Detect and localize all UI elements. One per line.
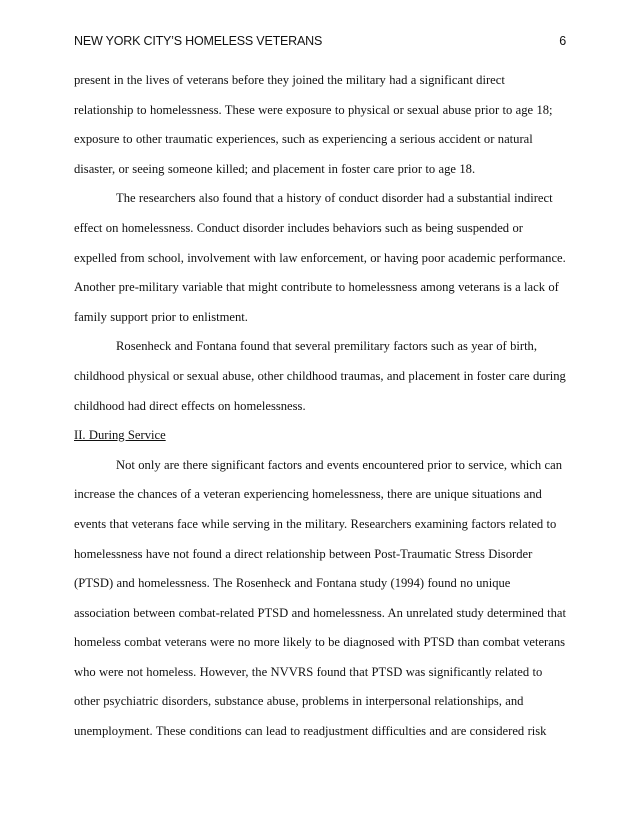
section-heading-text: II. During Service bbox=[74, 428, 166, 443]
page-number: 6 bbox=[559, 34, 566, 48]
paragraph-continuation: present in the lives of veterans before they joined the military had a significant direct relationship to homelessness. These were exposure to physical or sexual abuse prior to age 18; exposure to other traumatic experiences, such as experiencing a serious accident or natural disaster, or seeing someone killed; and placement in foster care prior to age 18. bbox=[74, 73, 553, 176]
paragraph-premilitary-factors: Rosenheck and Fontana found that several premilitary factors such as year of birth, childhood physical or sexual abuse, other childhood traumas, and placement in foster care during childhood had direct effects on homelessness. bbox=[74, 339, 566, 413]
body-text bbox=[74, 66, 566, 747]
paragraph-during-service: Not only are there significant factors and events encountered prior to service, which can increase the chances of a veteran experiencing homelessness, there are unique situations and events that veterans face while serving in the military. Researchers examining factors related to homelessness have not found a direct relationship between Post-Traumatic Stress Disorder (PTSD) and homelessness. The Rosenheck and Fontana study (1994) found no unique association between combat-related PTSD and homelessness. An unrelated study determined that homeless combat veterans were no more likely to be diagnosed with PTSD than combat veterans who were not homeless. However, the NVVRS found that PTSD was significantly related to other psychiatric disorders, substance abuse, problems in interpersonal relationships, and unemployment. These conditions can lead to readjustment difficulties and are considered risk bbox=[74, 457, 566, 739]
section-heading bbox=[74, 421, 566, 451]
running-head bbox=[74, 34, 566, 48]
running-head-title: NEW YORK CITY’S HOMELESS VETERANS bbox=[74, 34, 323, 48]
paragraph-conduct-disorder: The researchers also found that a history of conduct disorder had a substantial indirect effect on homelessness. Conduct disorder includes behaviors such as being suspended or expelled from school, involvement with law enforcement, or having poor academic performance. Another pre-military variable that might contribute to homelessness among veterans is a lack of family support prior to enlistment. bbox=[74, 191, 566, 324]
